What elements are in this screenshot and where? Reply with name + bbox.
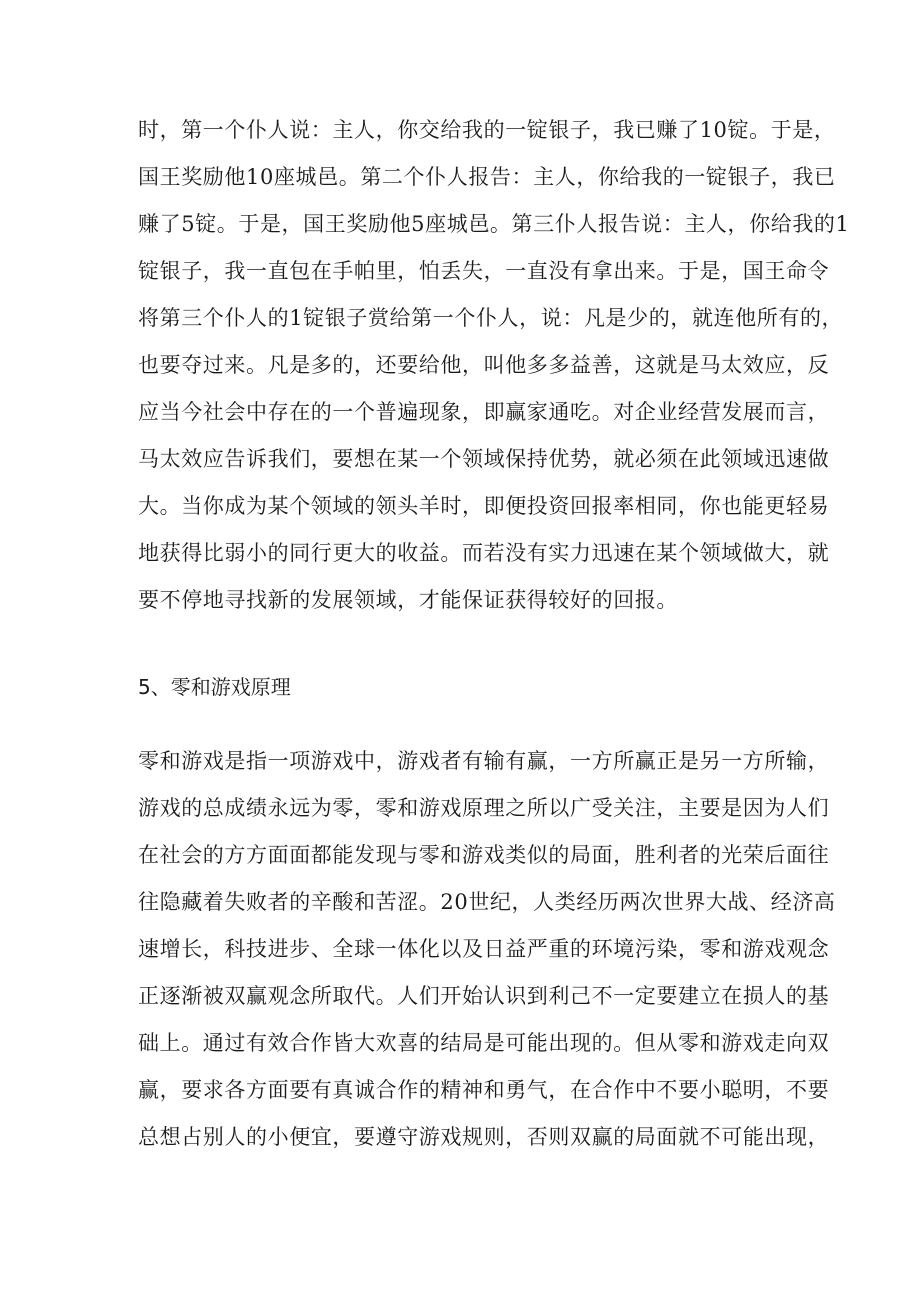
text-line: 地获得比弱小的同行更大的收益。而若没有实力迅速在某个领域做大，就 — [138, 541, 830, 565]
text-line: 赢，要求各方面要有真诚合作的精神和勇气，在合作中不要小聪明，不要 — [138, 1078, 830, 1102]
text-line: 零和游戏是指一项游戏中，游戏者有输有赢，一方所赢正是另一方所输， — [138, 749, 830, 773]
section-heading: 5、零和游戏原理 — [138, 675, 291, 699]
text-line: 游戏的总成绩永远为零，零和游戏原理之所以广受关注，主要是因为人们 — [138, 796, 830, 820]
text-line: 在社会的方方面面都能发现与零和游戏类似的局面，胜利者的光荣后面往 — [138, 843, 830, 867]
text-line: 往隐藏着失败者的辛酸和苦涩。20世纪，人类经历两次世界大战、经济高 — [138, 890, 836, 914]
text-line: 锭银子，我一直包在手帕里，怕丢失，一直没有拿出来。于是，国王命令 — [138, 259, 830, 283]
text-line: 正逐渐被双赢观念所取代。人们开始认识到利己不一定要建立在损人的基 — [138, 984, 830, 1008]
text-line: 赚了5锭。于是，国王奖励他5座城邑。第三仆人报告说：主人，你给我的1 — [138, 212, 850, 236]
text-line: 时，第一个仆人说：主人，你交给我的一锭银子，我已赚了10锭。于是， — [138, 118, 836, 142]
text-line: 也要夺过来。凡是多的，还要给他，叫他多多益善，这就是马太效应，反 — [138, 353, 830, 377]
text-line: 要不停地寻找新的发展领域，才能保证获得较好的回报。 — [138, 588, 678, 612]
text-line: 速增长，科技进步、全球一体化以及日益严重的环境污染，零和游戏观念 — [138, 937, 830, 961]
text-line: 应当今社会中存在的一个普遍现象，即赢家通吃。对企业经营发展而言， — [138, 400, 830, 424]
text-line: 础上。通过有效合作皆大欢喜的结局是可能出现的。但从零和游戏走向双 — [138, 1031, 830, 1055]
text-line: 国王奖励他10座城邑。第二个仆人报告：主人，你给我的一锭银子，我已 — [138, 165, 836, 189]
text-line: 总想占别人的小便宜，要遵守游戏规则，否则双赢的局面就不可能出现， — [138, 1125, 830, 1149]
text-line: 将第三个仆人的1锭银子赏给第一个仆人，说：凡是少的，就连他所有的， — [138, 306, 844, 330]
text-line: 马太效应告诉我们，要想在某一个领域保持优势，就必须在此领域迅速做 — [138, 447, 830, 471]
text-line: 大。当你成为某个领域的领头羊时，即便投资回报率相同，你也能更轻易 — [138, 494, 830, 518]
